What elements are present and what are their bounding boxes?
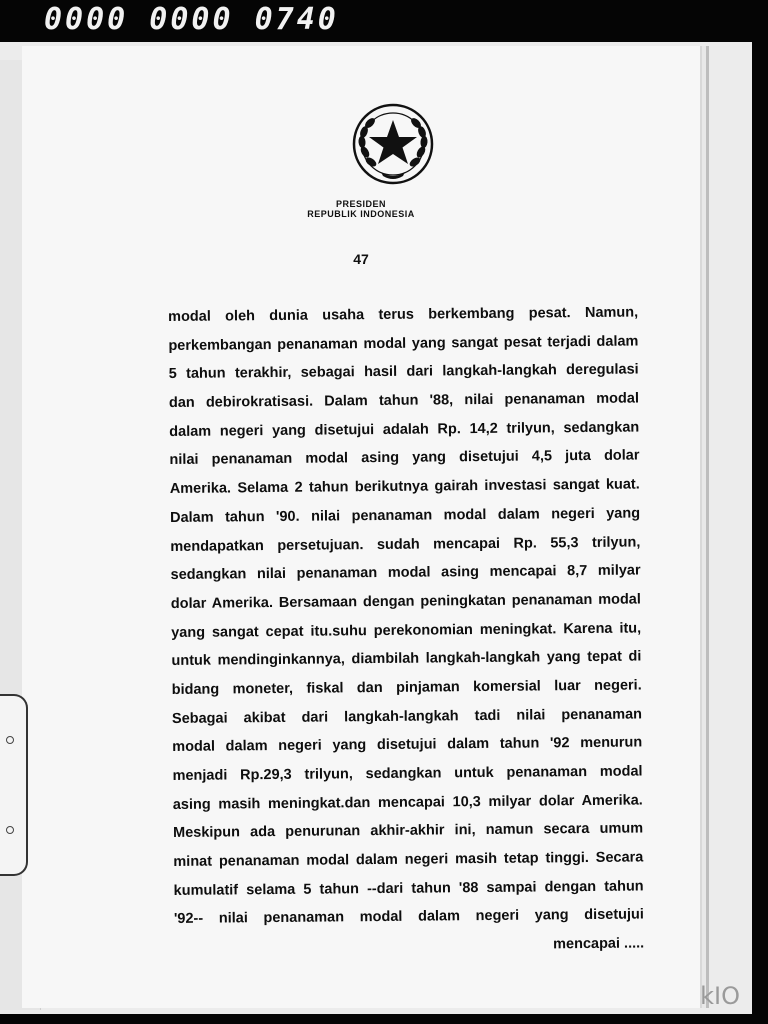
text-line: modal oleh dunia usaha terus berkembang pesat. Namun,	[168, 304, 639, 325]
text-line: kumulatif selama 5 tahun --dari tahun '88 sampai dengan tahun	[173, 878, 644, 899]
text-line: mendapatkan persetujuan. sudah mencapai Rp. 55,3 trilyun,	[170, 533, 641, 555]
binder-clip	[0, 694, 28, 876]
text-line-continuation: mencapai .....	[553, 935, 645, 953]
text-line: menjadi Rp.29,3 trilyun, sedangkan untuk penanaman modal	[172, 763, 643, 784]
text-line: '92-- nilai penanaman modal dalam negeri yang disetujui	[173, 906, 644, 928]
film-frame-counter: 0000 0000 0740	[44, 2, 339, 37]
text-line: Amerika. Selama 2 tahun berikutnya gairah investasi sangat kuat.	[169, 476, 640, 498]
text-line: minat penanaman modal dalam negeri masih tetap tinggi. Secara	[173, 849, 644, 871]
text-line: dolar Amerika. Bersamaan dengan peningkatan penanaman modal	[170, 591, 641, 612]
text-line: untuk mendinginkannya, diambilah langkah-langkah yang tepat di	[171, 648, 642, 670]
text-line: Dalam tahun '90. nilai penanaman modal dalam negeri yang	[169, 505, 641, 526]
page-number: 47	[353, 251, 369, 267]
text-line: Meskipun ada penurunan akhir-akhir ini, namun secara umum	[173, 820, 644, 842]
text-line: asing masih meningkat.dan mencapai 10,3 milyar dolar Amerika.	[172, 792, 643, 813]
text-line: bidang moneter, fiskal dan pinjaman komersial luar negeri.	[171, 677, 642, 698]
letterhead-subtitle: REPUBLIK INDONESIA	[307, 209, 415, 219]
text-line: sedangkan nilai penanaman modal asing mencapai 8,7 milyar	[170, 562, 641, 584]
binder-hole	[6, 826, 14, 834]
text-line: yang sangat cepat itu.suhu perekonomian meningkat. Karena itu,	[171, 620, 642, 641]
text-line: perkembangan penanaman modal yang sangat pesat terjadi dalam	[168, 333, 639, 354]
text-line: Sebagai akibat dari langkah-langkah tadi nilai penanaman	[171, 706, 643, 727]
letterhead-title: PRESIDEN	[335, 199, 386, 209]
text-line: modal dalam negeri yang disetujui dalam tahun '92 menurun	[172, 734, 643, 756]
text-line: dan debirokratisasi. Dalam tahun '88, nilai penanaman modal	[168, 390, 640, 412]
body-text	[168, 298, 644, 962]
text-line: dalam negeri yang disetujui adalah Rp. 14,2 trilyun, sedangkan	[169, 419, 640, 440]
garuda-star-emblem-icon	[351, 102, 435, 186]
binder-hole	[6, 736, 14, 744]
frame-mark: kIO	[700, 982, 740, 1010]
text-line: 5 tahun terakhir, sebagai hasil dari langkah-langkah deregulasi	[168, 361, 639, 383]
text-line: nilai penanaman modal asing yang disetujui 4,5 juta dolar	[169, 447, 640, 469]
document-page	[22, 46, 700, 1008]
